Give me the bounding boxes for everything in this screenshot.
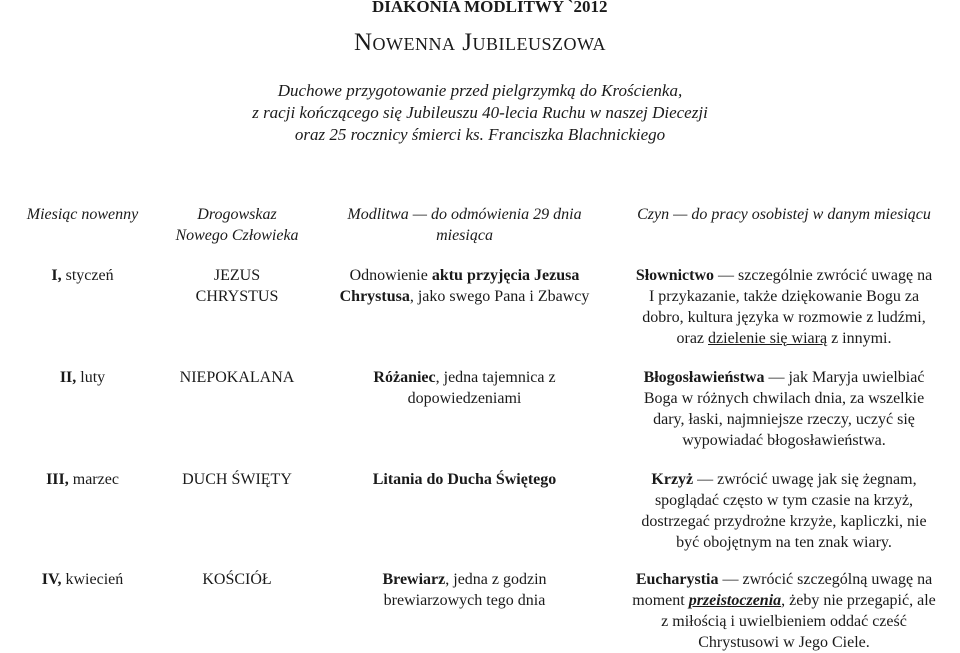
subtitle-line-2: z racji kończącego się Jubileuszu 40-lecia Ruchu w naszej Diecezji	[252, 103, 708, 122]
row-1-month-num: I,	[51, 267, 62, 284]
row-4-deed-l2c: , żeby nie przegapić, ale	[781, 592, 936, 609]
row-1-deed-l4a: oraz	[676, 330, 709, 347]
row-1-deed-p1: — szczególnie zwrócić uwagę na	[714, 267, 933, 284]
row-3-deed-p1: — zwrócić uwagę jak się żegnam,	[693, 471, 917, 488]
row-2-month-name: luty	[76, 369, 106, 386]
row-4-deed-line3: z miłością i uwielbieniem oddać cześć	[661, 613, 907, 630]
row-3-prayer	[312, 469, 617, 490]
document-title: Nowenna Jubileuszowa	[354, 29, 606, 56]
row-4-deed-bold: Eucharystia	[635, 571, 719, 588]
row-1-month-name: styczeń	[61, 267, 114, 284]
row-1-prayer-p1: Odnowienie	[349, 267, 432, 284]
row-3-deed-bold: Krzyż	[651, 471, 694, 488]
row-4-deed	[608, 569, 960, 653]
row-2-prayer-b1: Różaniec	[373, 369, 436, 386]
row-3-month-name: marzec	[68, 471, 119, 488]
prayer-desc: — do odmówienia 29 dnia	[408, 206, 582, 223]
row-4-month	[0, 569, 165, 590]
row-1-prayer-b1: aktu przyjęcia Jezusa	[431, 267, 580, 284]
row-2-prayer-line2: dopowiedzeniami	[407, 390, 522, 407]
column-header-prayer	[312, 204, 617, 246]
row-2-prayer-p1: , jedna tajemnica z	[435, 369, 556, 386]
diakonia-heading: DIAKONIA MODLITWY `2012	[372, 0, 608, 16]
row-4-month-num: IV,	[41, 571, 62, 588]
row-4-prayer-p1: , jedna z godzin	[445, 571, 547, 588]
row-3-month	[0, 469, 165, 490]
row-1-deed-l4u: dzielenie się wiarą	[708, 330, 828, 347]
subtitle-line-1: Duchowe przygotowanie przed pielgrzymką do Krościenka,	[277, 81, 683, 100]
deed-label: Czyn	[637, 206, 670, 223]
row-4-prayer-b1: Brewiarz	[382, 571, 446, 588]
row-3-deed	[608, 469, 960, 553]
row-4-month-name: kwiecień	[61, 571, 124, 588]
row-1-month	[0, 265, 165, 286]
prayer-label: Modlitwa	[347, 206, 409, 223]
row-1-guide-line1: JEZUS	[213, 267, 261, 284]
row-3-deed-line3: dostrzegać przydrożne krzyże, kapliczki, nie	[641, 513, 927, 530]
prayer-desc-line2: miesiąca	[436, 227, 493, 244]
row-4-prayer	[312, 569, 617, 611]
deed-desc: — do pracy osobistej w danym miesiącu	[669, 206, 931, 223]
row-3-month-num: III,	[46, 471, 69, 488]
row-2-deed	[608, 367, 960, 451]
row-4-deed-p1: — zwrócić szczególną uwagę na	[718, 571, 933, 588]
row-4-deed-l2a: moment	[632, 592, 689, 609]
row-1-deed-line3: dobro, kultura języka w rozmowie z ludźmi,	[642, 309, 926, 326]
column-header-deed	[608, 204, 960, 225]
row-1-guide	[162, 265, 312, 307]
row-1-guide-line2: CHRYSTUS	[195, 288, 279, 305]
row-4-deed-line4: Chrystusowi w Jego Ciele.	[698, 634, 870, 651]
row-3-guide: DUCH ŚWIĘTY	[182, 471, 292, 488]
column-header-month: Miesiąc nowenny	[26, 206, 139, 223]
row-1-deed-line2: I przykazanie, także dziękowanie Bogu za	[648, 288, 920, 305]
row-4-deed-l2bi: przeistoczenia	[688, 592, 782, 609]
row-2-month-num: II,	[59, 369, 77, 386]
row-3-deed-line4: być obojętnym na ten znak wiary.	[676, 534, 892, 551]
column-header-guide	[162, 204, 312, 246]
row-4-guide: KOŚCIÓŁ	[202, 571, 272, 588]
row-2-prayer	[312, 367, 617, 409]
row-2-deed-bold: Błogosławieństwa	[643, 369, 765, 386]
row-1-prayer	[312, 265, 617, 307]
subtitle-line-3: oraz 25 rocznicy śmierci ks. Franciszka Blachnickiego	[294, 125, 666, 144]
row-1-deed-bold: Słownictwo	[635, 267, 715, 284]
row-1-deed	[608, 265, 960, 349]
row-2-deed-line2: Boga w różnych chwilach dnia, za wszelkie	[643, 390, 925, 407]
row-2-deed-line3: dary, łaski, najmniejsze rzeczy, uczyć się	[653, 411, 915, 428]
row-2-month	[0, 367, 165, 388]
row-4-prayer-line2: brewiarzowych tego dnia	[383, 592, 546, 609]
row-1-prayer-b2: Chrystusa	[339, 288, 410, 305]
row-2-deed-p1: — jak Maryja uwielbiać	[764, 369, 925, 386]
row-1-prayer-p2: , jako swego Pana i Zbawcy	[409, 288, 590, 305]
row-2-deed-line4: wypowiadać błogosławieństwa.	[682, 432, 886, 449]
column-header-guide-line2: Nowego Człowieka	[175, 227, 299, 244]
row-2-guide: NIEPOKALANA	[179, 369, 295, 386]
row-3-prayer-b1: Litania do Ducha Świętego	[372, 471, 557, 488]
row-3-deed-line2: spoglądać często w tym czasie na krzyż,	[654, 492, 914, 509]
column-header-guide-line1: Drogowskaz	[197, 206, 277, 223]
row-1-deed-l4b: z innymi.	[827, 330, 892, 347]
